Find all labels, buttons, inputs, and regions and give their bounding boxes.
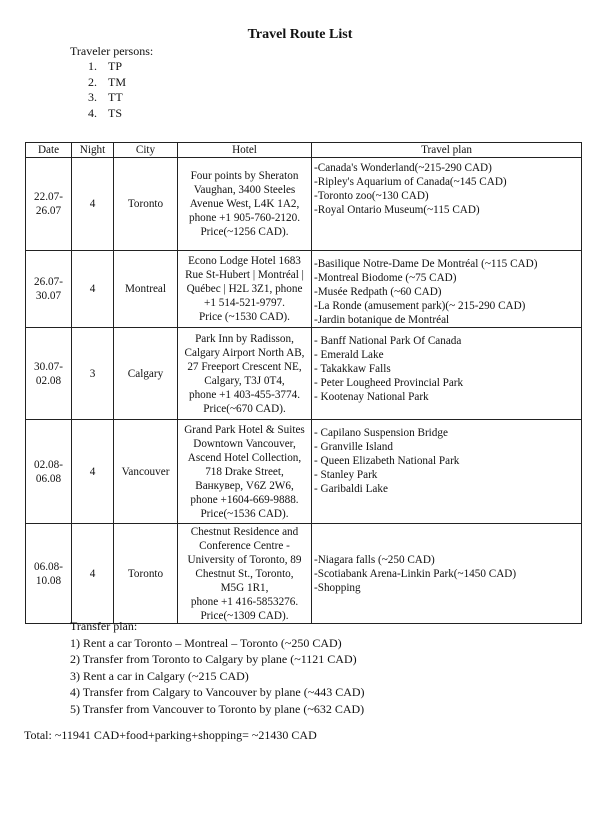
plan-line: -La Ronde (amusement park)(~ 215-290 CAD) bbox=[314, 300, 526, 312]
plan-line: - Takakkaw Falls bbox=[314, 363, 391, 375]
header-date: Date bbox=[26, 143, 72, 158]
cell-city: Calgary bbox=[114, 328, 178, 420]
header-night: Night bbox=[72, 143, 114, 158]
transfer-item: 5) Transfer from Vancouver to Toronto by plane (~632 CAD) bbox=[70, 701, 365, 716]
cell-city: Vancouver bbox=[114, 420, 178, 524]
traveler-item: 4. TS bbox=[88, 105, 123, 120]
cell-hotel bbox=[178, 158, 312, 251]
table-row bbox=[26, 158, 582, 251]
plan-line: -Jardin botanique de Montréal bbox=[314, 314, 450, 326]
plan-line: -Shopping bbox=[314, 581, 361, 594]
table-row bbox=[26, 524, 582, 624]
hotel-line: Calgary Airport North AB, bbox=[184, 346, 305, 359]
hotel-line: Ванкувер, V6Z 2W6, bbox=[195, 479, 294, 492]
hotel-line: phone +1 416-5853276. bbox=[190, 595, 299, 608]
cell-night: 4 bbox=[72, 158, 114, 251]
cell-night: 4 bbox=[72, 524, 114, 624]
cell-date bbox=[26, 420, 72, 524]
travelers-list bbox=[88, 59, 126, 121]
hotel-line: Four points by Sheraton bbox=[190, 170, 299, 182]
date-line: 02.08- bbox=[34, 458, 63, 471]
transfer-item: 4) Transfer from Calgary to Vancouver by plane (~443 CAD) bbox=[70, 685, 365, 699]
table-row bbox=[26, 251, 582, 328]
table-row bbox=[26, 420, 582, 524]
plan-line: -Scotiabank Arena-Linkin Park(~1450 CAD) bbox=[314, 567, 517, 580]
hotel-line: Price(~670 CAD). bbox=[203, 402, 286, 415]
date-line: 26.07- bbox=[34, 276, 63, 288]
traveler-name: TT bbox=[108, 90, 123, 104]
hotel-line: University of Toronto, 89 bbox=[187, 553, 302, 566]
plan-line: -Ripley's Aquarium of Canada(~145 CAD) bbox=[314, 176, 507, 188]
plan-line: - Garibaldi Lake bbox=[314, 483, 388, 495]
date-line: 26.07 bbox=[35, 205, 62, 217]
date-line: 30.07- bbox=[34, 360, 63, 373]
hotel-line: Ascend Hotel Collection, bbox=[187, 451, 302, 464]
cell-night: 4 bbox=[72, 420, 114, 524]
hotel-line: Québec | H2L 3Z1, phone bbox=[186, 283, 303, 295]
header-city: City bbox=[114, 143, 178, 158]
plan-line: -Toronto zoo(~130 CAD) bbox=[314, 190, 429, 202]
traveler-name: TS bbox=[108, 105, 123, 120]
hotel-line: Park Inn by Radisson, bbox=[195, 332, 294, 345]
cell-hotel bbox=[178, 251, 312, 328]
header-travel-plan: Travel plan bbox=[312, 143, 582, 158]
transfer-item: 3) Rent a car in Calgary (~215 CAD) bbox=[70, 668, 249, 683]
plan-line: - Banff National Park Of Canada bbox=[314, 335, 462, 347]
page-title: Travel Route List bbox=[247, 27, 353, 42]
hotel-line: phone +1604-669-9888. bbox=[190, 493, 299, 506]
hotel-line: M5G 1R1, bbox=[220, 581, 269, 594]
plan-line: - Capilano Suspension Bridge bbox=[314, 427, 448, 439]
hotel-line: Avenue West, L4K 1A2, bbox=[189, 198, 300, 210]
total-line: Total: ~11941 CAD+food+parking+shopping= ~21430 CAD bbox=[24, 728, 317, 742]
hotel-line: phone +1 403-455-3774. bbox=[188, 388, 301, 401]
cell-night: 3 bbox=[72, 328, 114, 420]
hotel-line: Calgary, T3J 0T4, bbox=[204, 374, 285, 387]
traveler-item: 3. TT bbox=[88, 90, 123, 104]
cell-city: Toronto bbox=[114, 158, 178, 251]
hotel-line: Price(~1256 CAD). bbox=[200, 226, 289, 238]
travelers-label: Traveler persons: bbox=[70, 44, 154, 58]
cell-travel-plan bbox=[312, 158, 582, 251]
hotel-line: Price(~1536 CAD). bbox=[200, 507, 289, 520]
cell-city: Montreal bbox=[114, 251, 178, 328]
plan-line: - Kootenay National Park bbox=[314, 391, 429, 403]
hotel-line: Grand Park Hotel & Suites bbox=[184, 423, 305, 436]
transfer-plan-label: Transfer plan: bbox=[70, 619, 138, 633]
cell-hotel bbox=[178, 420, 312, 524]
transfer-item: 1) Rent a car Toronto – Montreal – Toronto (~250 CAD) bbox=[70, 635, 342, 650]
plan-line: - Emerald Lake bbox=[314, 349, 384, 361]
hotel-line: Price (~1530 CAD). bbox=[199, 311, 290, 323]
cell-travel-plan bbox=[312, 524, 582, 624]
date-line: 30.07 bbox=[35, 290, 62, 302]
cell-travel-plan bbox=[312, 420, 582, 524]
plan-line: -Canada's Wonderland(~215-290 CAD) bbox=[314, 162, 492, 174]
plan-line: -Basilique Notre-Dame De Montréal (~115 CAD) bbox=[314, 258, 538, 270]
header-hotel: Hotel bbox=[178, 143, 312, 158]
cell-travel-plan bbox=[312, 251, 582, 328]
cell-city: Toronto bbox=[114, 524, 178, 624]
travel-route-table bbox=[25, 142, 582, 624]
hotel-line: Chestnut St., Toronto, bbox=[195, 567, 294, 580]
hotel-line: Conference Centre - bbox=[199, 539, 290, 552]
cell-hotel bbox=[178, 524, 312, 624]
date-line: 02.08 bbox=[35, 374, 62, 387]
plan-line: -Montreal Biodome (~75 CAD) bbox=[314, 272, 457, 284]
cell-date bbox=[26, 158, 72, 251]
hotel-line: Econo Lodge Hotel 1683 bbox=[188, 255, 301, 267]
cell-date bbox=[26, 524, 72, 624]
plan-line: -Royal Ontario Museum(~115 CAD) bbox=[314, 204, 480, 216]
hotel-line: +1 514-521-9797. bbox=[204, 297, 285, 309]
hotel-line: Vaughan, 3400 Steeles bbox=[193, 184, 296, 196]
table-body bbox=[26, 158, 582, 624]
plan-line: -Musée Redpath (~60 CAD) bbox=[314, 286, 442, 298]
transfer-plan bbox=[70, 618, 365, 717]
plan-line: - Stanley Park bbox=[314, 469, 378, 481]
date-line: 10.08 bbox=[35, 574, 62, 587]
hotel-line: Price(~1309 CAD). bbox=[200, 609, 289, 622]
table-row bbox=[26, 328, 582, 420]
traveler-name: TP bbox=[108, 59, 123, 73]
date-line: 06.08 bbox=[35, 472, 62, 485]
plan-line: - Granville Island bbox=[314, 441, 393, 453]
hotel-line: Chestnut Residence and bbox=[190, 525, 299, 538]
cell-night: 4 bbox=[72, 251, 114, 328]
hotel-line: phone +1 905-760-2120. bbox=[188, 212, 301, 224]
traveler-item: 2. TM bbox=[88, 74, 126, 89]
cell-travel-plan bbox=[312, 328, 582, 420]
plan-line: - Peter Lougheed Provincial Park bbox=[314, 377, 464, 389]
cell-hotel bbox=[178, 328, 312, 420]
transfer-item: 2) Transfer from Toronto to Calgary by plane (~1121 CAD) bbox=[70, 652, 357, 666]
plan-line: - Queen Elizabeth National Park bbox=[314, 455, 460, 467]
plan-line: -Niagara falls (~250 CAD) bbox=[314, 553, 435, 566]
date-line: 22.07- bbox=[34, 191, 63, 203]
traveler-name: TM bbox=[108, 74, 126, 89]
hotel-line: 27 Freeport Crescent NE, bbox=[187, 360, 302, 373]
cell-date bbox=[26, 251, 72, 328]
traveler-item: 1. TP bbox=[88, 59, 123, 73]
date-line: 06.08- bbox=[34, 560, 63, 573]
hotel-line: Rue St-Hubert | Montréal | bbox=[185, 269, 304, 281]
table-header-row bbox=[26, 143, 582, 158]
hotel-line: Downtown Vancouver, bbox=[193, 437, 296, 450]
cell-date bbox=[26, 328, 72, 420]
hotel-line: 718 Drake Street, bbox=[205, 465, 284, 478]
